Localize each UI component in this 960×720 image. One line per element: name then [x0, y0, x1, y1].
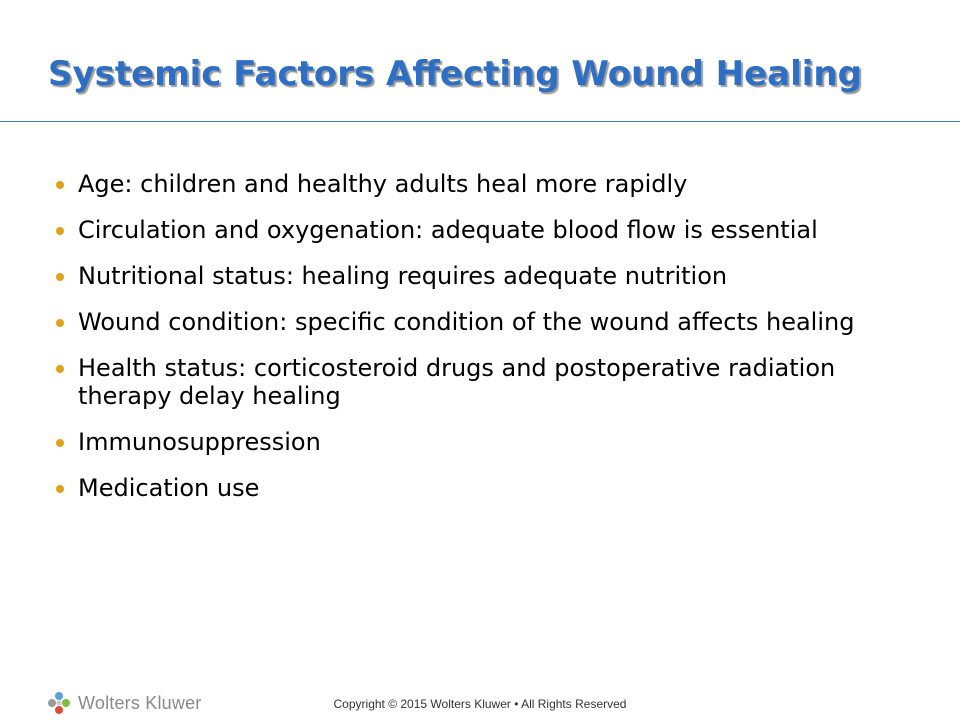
bullet-list: [56, 170, 936, 520]
slide-title: Systemic Factors Affecting Wound Healing: [48, 54, 862, 94]
logo-text: Wolters Kluwer: [78, 692, 202, 713]
bullet-text: Wound condition: specific condition of the wound affects healing: [78, 308, 855, 336]
bullet-text: Nutritional status: healing requires adequate nutrition: [78, 262, 728, 290]
bullet-item: [56, 428, 936, 456]
bullet-text: Immunosuppression: [78, 428, 321, 456]
bullet-item: [56, 216, 936, 244]
title-divider: [0, 121, 960, 122]
bullet-item: [56, 474, 936, 502]
wolters-kluwer-logo-icon: [46, 690, 72, 716]
bullet-item: [56, 170, 936, 198]
copyright-text: Copyright © 2015 Wolters Kluwer • All Rights Reserved: [333, 697, 627, 711]
bullet-dot-icon: [56, 439, 64, 447]
bullet-dot-icon: [56, 485, 64, 493]
bullet-text: Health status: corticosteroid drugs and postoperative radiation therapy delay healing: [78, 354, 836, 410]
bullet-dot-icon: [56, 319, 64, 327]
bullet-text: Age: children and healthy adults heal more rapidly: [78, 170, 688, 198]
bullet-dot-icon: [56, 181, 64, 189]
bullet-text: Circulation and oxygenation: adequate blood flow is essential: [78, 216, 818, 244]
bullet-dot-icon: [56, 273, 64, 281]
footer-logo: [46, 690, 202, 716]
bullet-text: Medication use: [78, 474, 260, 502]
bullet-dot-icon: [56, 227, 64, 235]
bullet-dot-icon: [56, 365, 64, 373]
bullet-item: [56, 308, 936, 336]
bullet-item: [56, 354, 936, 410]
bullet-item: [56, 262, 936, 290]
